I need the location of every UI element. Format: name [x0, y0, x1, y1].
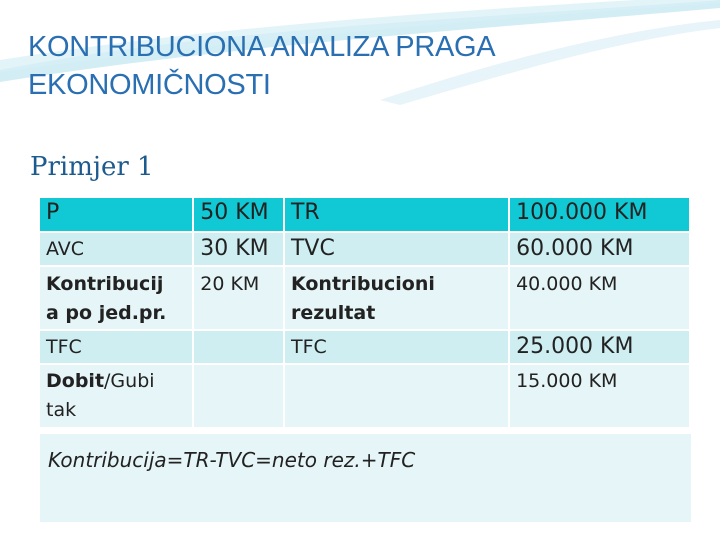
table-cell: 25.000 KM: [509, 330, 690, 364]
table-row: [40, 266, 690, 330]
table-cell: TR: [284, 198, 509, 232]
cell-line: Kontribucij: [46, 273, 164, 295]
title-line-1: KONTRIBUCIONA ANALIZA PRAGA: [28, 31, 496, 63]
cell-line: a po jed.pr.: [46, 302, 167, 324]
table-cell: [40, 364, 193, 428]
table-cell: [284, 364, 509, 428]
table-row: [40, 198, 690, 232]
table-cell: 40.000 KM: [509, 266, 690, 330]
cell-text: /Gubi: [104, 370, 155, 392]
table-cell: TVC: [284, 232, 509, 266]
table-cell: TFC: [40, 330, 193, 364]
data-table: [40, 198, 691, 429]
table-cell: AVC: [40, 232, 193, 266]
table-cell: 20 KM: [193, 266, 284, 330]
cell-bold-text: Dobit: [46, 370, 105, 392]
table-cell: P: [40, 198, 193, 232]
table-cell: 60.000 KM: [509, 232, 690, 266]
table-cell: [193, 330, 284, 364]
cell-line: [46, 367, 192, 396]
cell-line: Kontribucioni: [290, 273, 435, 295]
table-cell: [40, 266, 193, 330]
slide-subtitle: Primjer 1: [30, 152, 154, 182]
table-cell: 50 KM: [193, 198, 284, 232]
cell-line: tak: [46, 399, 77, 421]
slide-title: [28, 28, 668, 104]
table-cell: TFC: [284, 330, 509, 364]
table-cell: 30 KM: [193, 232, 284, 266]
cell-line: rezultat: [290, 302, 376, 324]
table-cell: [284, 266, 509, 330]
table-row: [40, 364, 690, 428]
title-line-2: EKONOMIČNOSTI: [28, 69, 271, 101]
formula-text: Kontribucija=TR-TVC=neto rez.+TFC: [48, 448, 416, 472]
table-cell: 15.000 KM: [509, 364, 690, 428]
table-row: [40, 232, 690, 266]
table-cell: 100.000 KM: [509, 198, 690, 232]
table-row: [40, 330, 690, 364]
formula-box: [40, 434, 691, 522]
table-cell: [193, 364, 284, 428]
